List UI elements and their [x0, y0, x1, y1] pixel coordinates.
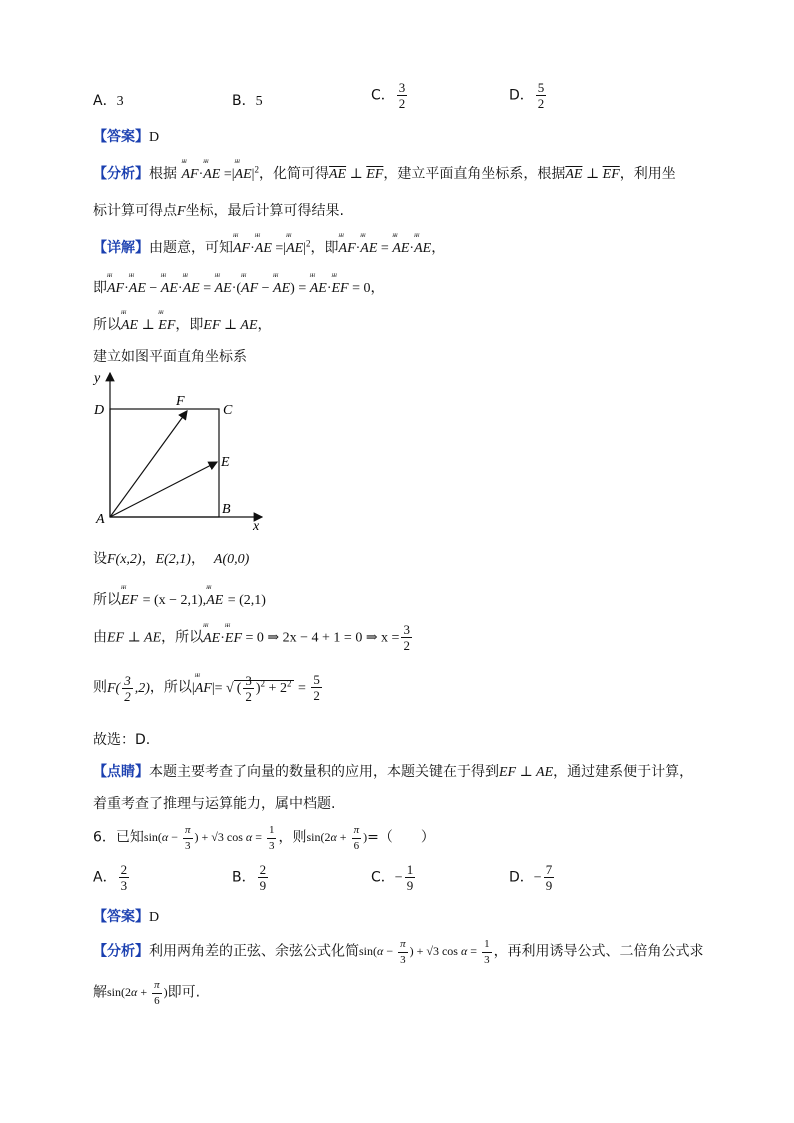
q6-analysis-line2 — [93, 978, 200, 1009]
formula: ᴴᴴ AF·ᴴᴴ AE − ᴴᴴ AE·ᴴᴴ AE = ᴴᴴ AE·(ᴴᴴ AF − ᴴᴴ AE) = ᴴᴴ AE·ᴴᴴ EF = 0 — [107, 281, 371, 296]
detail-tag: 【详解】 — [93, 240, 149, 256]
q5-detail-line9 — [93, 729, 150, 749]
text: ，再利用诱导公式、二倍角公式求 — [493, 943, 704, 960]
text: 解 — [93, 984, 107, 1001]
q5-detail-line8 — [93, 672, 324, 704]
option-value: 5 — [255, 94, 263, 109]
numerator: 2 — [120, 862, 128, 877]
q5-detail-line6: 所以ᴴᴴ EF = (x − 2,1),ᴴᴴ AE = (2,1) — [93, 589, 266, 609]
q5-comment-line1 — [93, 761, 693, 781]
denominator: 2 — [403, 638, 410, 653]
text: ，所以 — [149, 679, 192, 696]
option-label: B． — [232, 93, 256, 109]
answer-tag: 【答案】 — [93, 129, 149, 145]
q6-option-d: D．− $\frac{7}{9}$ — [509, 862, 553, 893]
formula: A(0,0) — [213, 552, 250, 567]
formula: $\overline{AE}$ ⊥ $\overline{EF}$ — [565, 167, 620, 182]
denominator: 9 — [406, 878, 414, 893]
analysis-tag: 【分析】 — [93, 166, 149, 182]
numerator: 5 — [537, 80, 545, 95]
formula: EF ⊥ AE — [203, 318, 258, 333]
label-e: E — [221, 455, 230, 470]
q6-option-a — [93, 862, 131, 893]
q5-detail-line1: 【详解】由题意，可知ᴴᴴ AF·ᴴᴴ AE =|ᴴᴴ $AE|^2$，即ᴴᴴ AF·ᴴᴴ AE = ᴴᴴ AE·ᴴᴴ AE， — [93, 237, 445, 257]
q6-analysis-line1 — [93, 937, 704, 968]
text: ，利用坐 — [619, 166, 676, 182]
formula: ᴴᴴ AE·ᴴᴴ EF — [203, 631, 245, 646]
formula: ᴴᴴ AF·ᴴᴴ AE =|ᴴᴴ $AE|^2$ — [181, 167, 259, 182]
q5-detail-line2: 即ᴴᴴ AF·ᴴᴴ AE − ᴴᴴ AE·ᴴᴴ AE = ᴴᴴ AE·(ᴴᴴ AF − ᴴᴴ AE) = ᴴᴴ AE·ᴴᴴ EF = 0， — [93, 277, 385, 297]
q5-detail-line7 — [93, 622, 414, 653]
label-y: y — [94, 371, 101, 386]
text: 所以 — [93, 317, 121, 333]
square-abcd — [110, 409, 219, 517]
option-label: A． — [93, 93, 117, 109]
text: 建立如图平面直角坐标系 — [93, 349, 247, 365]
vector-ae — [110, 462, 217, 517]
q6-option-c: C．− $\frac{1}{9}$ — [371, 862, 414, 893]
option-label: C． — [371, 87, 395, 104]
label-x: x — [253, 519, 260, 534]
text: ， — [141, 551, 156, 567]
denominator: 2 — [313, 688, 320, 703]
denominator: 9 — [545, 878, 553, 893]
answer-value: D — [149, 910, 160, 925]
formula: ᴴᴴ AF·ᴴᴴ AE = ᴴᴴ AE·ᴴᴴ AE — [339, 241, 432, 256]
formula: sin(2α + $\frac{\pi}{6}$ ) — [306, 824, 368, 852]
comment-tag: 【点睛】 — [93, 764, 149, 780]
option-label: B． — [232, 869, 256, 886]
option-label: C． — [371, 869, 395, 886]
text: 坐标，最后计算可得结果. — [185, 203, 345, 219]
answer-tag: 【答案】 — [93, 909, 149, 925]
numerator: 7 — [545, 862, 553, 877]
q6-option-b — [232, 862, 270, 893]
formula: sin(α − $\frac{\pi}{3}$ ) + √3 cos α = $\frac{1}{3}$ — [143, 824, 275, 852]
formula: sin(2α + $\frac{\pi}{6}$ ) — [107, 979, 168, 1007]
text: 由题意，可知 — [149, 240, 233, 256]
option-label: A． — [93, 869, 117, 886]
text: ，则 — [278, 829, 307, 846]
text: ，通过建系便于计算， — [553, 764, 694, 780]
formula: ᴴᴴ AF·ᴴᴴ AE =|ᴴᴴ $AE|^2$ — [233, 241, 311, 256]
fraction — [536, 80, 547, 111]
numerator: 2 — [259, 862, 267, 877]
text: ，即 — [310, 240, 339, 256]
option-label: D． — [509, 87, 534, 104]
q5-option-c — [371, 80, 409, 111]
text: 6．已知 — [93, 829, 144, 846]
text: 利用两角差的正弦、余弦公式化简 — [149, 943, 359, 960]
formula: = (x − 2,1), — [142, 593, 207, 608]
label-c: C — [223, 403, 233, 418]
label-d: D — [94, 403, 105, 418]
text: 本题主要考查了向量的数量积的应用，本题关键在于得到 — [149, 764, 499, 780]
coordinate-figure — [90, 365, 275, 535]
text: 则 — [93, 679, 107, 696]
text: 即 — [93, 280, 107, 296]
option-value: 3 — [116, 94, 124, 109]
analysis-tag: 【分析】 — [93, 943, 149, 960]
text: =（ ） — [367, 829, 435, 846]
q6-answer — [93, 906, 159, 926]
fraction — [401, 622, 412, 653]
text: 根据 — [149, 166, 177, 182]
numerator: 3 — [398, 80, 406, 95]
q5-option-b — [232, 90, 263, 110]
vector-af — [110, 411, 187, 517]
formula: $\overline{AE}$ ⊥ $\overline{EF}$ — [328, 167, 384, 182]
formula: sin(α − $\frac{\pi}{3}$ ) + √3 cos α = $\frac{1}{3}$ — [359, 938, 490, 966]
formula: EF ⊥ AE — [107, 630, 162, 646]
q5-analysis-line2 — [93, 200, 344, 220]
text: 着重考查了推理与运算能力，属中档题. — [93, 796, 336, 812]
text: ，所以 — [161, 629, 204, 646]
denominator: 2 — [398, 96, 406, 111]
fraction — [397, 80, 408, 111]
formula: EF ⊥ AE — [499, 765, 554, 780]
text: 设 — [93, 551, 107, 567]
numerator: 3 — [403, 622, 410, 637]
denominator: 3 — [120, 878, 128, 893]
answer-value: D — [149, 130, 160, 145]
text: ，建立平面直角坐标系，根据 — [383, 166, 566, 182]
q5-option-a — [93, 90, 124, 110]
denominator: 9 — [259, 878, 267, 893]
text: ， — [257, 317, 272, 333]
numerator: 1 — [406, 862, 414, 877]
text: ，化简可得 — [258, 166, 329, 182]
formula: |ᴴᴴ AF|= √ ( $\frac{3}{2}$ )$^2 + 2^2$ = — [192, 681, 309, 696]
label-a: A — [96, 512, 105, 527]
label-f: F — [176, 394, 185, 409]
text: 所以 — [93, 592, 121, 608]
formula: ᴴᴴ AE ⊥ ᴴᴴ EF — [121, 318, 175, 333]
formula: F(x,2) — [107, 552, 142, 567]
text: 标计算可得点 — [93, 203, 177, 219]
text: 即可. — [167, 984, 201, 1001]
text: 故选：D. — [93, 732, 151, 748]
q5-detail-line3 — [93, 314, 272, 334]
q5-comment-line2 — [93, 793, 335, 813]
formula: = (2,1) — [227, 593, 266, 608]
option-label: D． — [509, 869, 534, 886]
formula: F( $\frac{3}{2}$ ,2) — [107, 672, 150, 704]
q6-stem — [93, 823, 435, 854]
text: ， — [190, 551, 205, 567]
label-b: B — [222, 502, 231, 517]
text: 由 — [93, 629, 107, 646]
q5-option-d — [509, 80, 548, 111]
formula: E(2,1) — [155, 552, 191, 567]
q5-analysis-line1 — [93, 163, 676, 183]
point-symbol: F — [177, 204, 186, 219]
formula: = 0 ⇒ 2x − 4 + 1 = 0 ⇒ x = — [245, 630, 400, 646]
denominator: 2 — [537, 96, 545, 111]
text: ，即 — [175, 317, 204, 333]
q5-detail-line5 — [93, 548, 249, 568]
q5-detail-line4 — [93, 346, 247, 366]
fraction — [311, 672, 322, 703]
q5-answer — [93, 126, 159, 146]
numerator: 5 — [313, 672, 320, 687]
